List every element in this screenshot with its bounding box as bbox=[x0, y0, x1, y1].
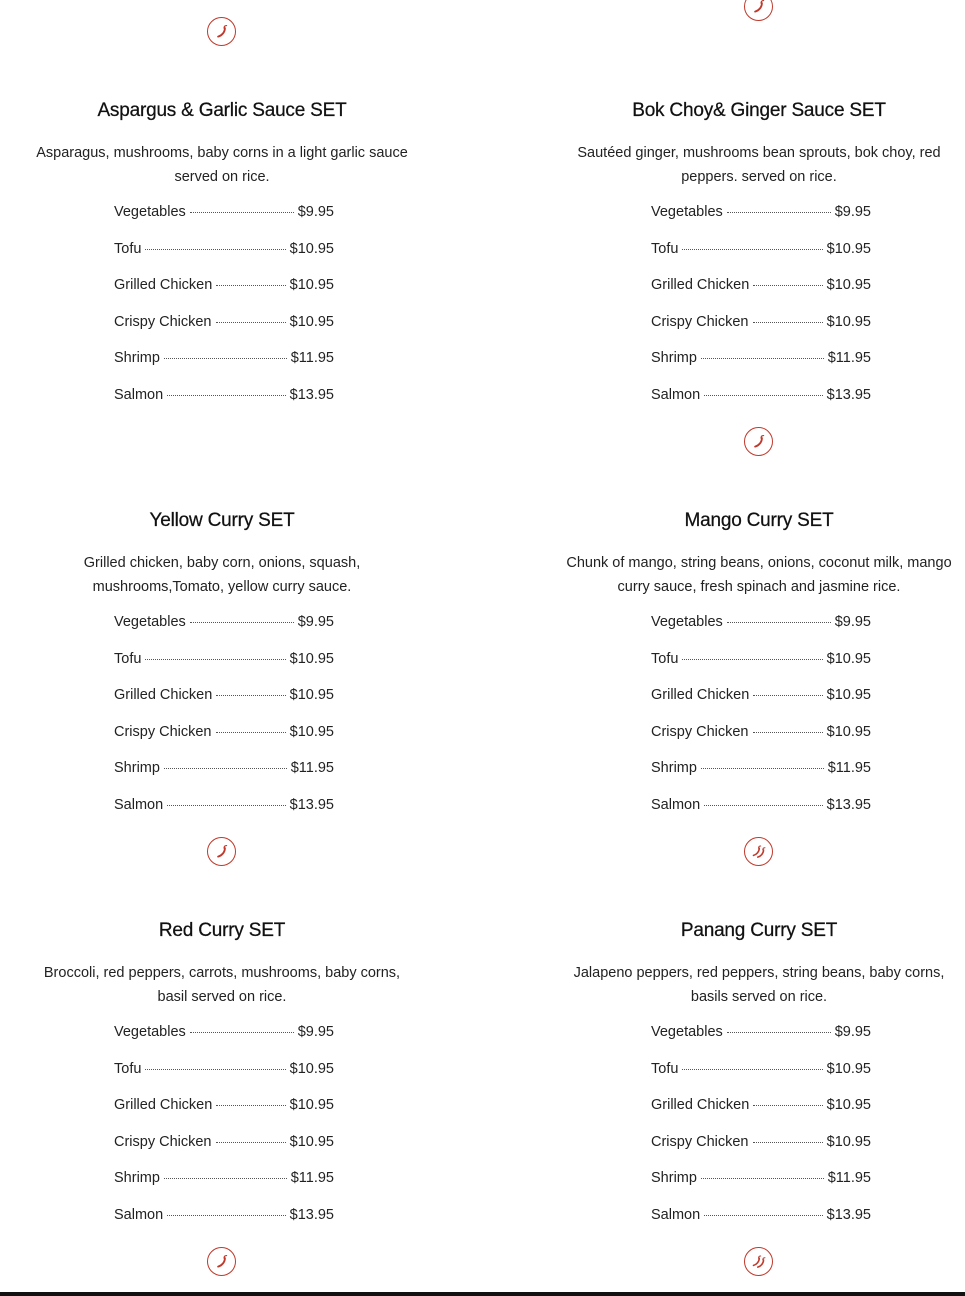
dot-leader bbox=[704, 395, 822, 396]
dot-leader bbox=[167, 395, 285, 396]
price-row bbox=[114, 1170, 334, 1190]
price-amount: $10.95 bbox=[289, 650, 334, 667]
menu-item-title: Aspargus & Garlic Sauce SET bbox=[97, 100, 347, 121]
price-amount: $10.95 bbox=[289, 687, 334, 703]
price-amount: $10.95 bbox=[826, 240, 871, 257]
price-option-name: Vegetables bbox=[114, 614, 186, 630]
menu-item-description: Grilled chicken, baby corn, onions, squash, mushrooms,Tomato, yellow curry sauce. bbox=[83, 555, 361, 595]
price-row bbox=[114, 614, 334, 634]
dot-leader bbox=[727, 622, 831, 623]
dot-leader bbox=[167, 805, 285, 806]
price-amount: $10.95 bbox=[826, 277, 871, 293]
menu-item-red-curry bbox=[22, 920, 422, 1223]
price-option-name: Crispy Chicken bbox=[651, 723, 749, 740]
dot-leader bbox=[704, 805, 822, 806]
price-option-name: Crispy Chicken bbox=[114, 1133, 212, 1150]
price-amount: $10.95 bbox=[289, 1097, 334, 1113]
spice-level-icon bbox=[744, 837, 773, 866]
price-row bbox=[651, 204, 871, 224]
price-row bbox=[114, 1134, 334, 1154]
chili-pepper-icon bbox=[213, 23, 230, 40]
menu-item-description: Asparagus, mushrooms, baby corns in a light garlic sauce served on rice. bbox=[36, 145, 408, 185]
price-row bbox=[651, 1061, 871, 1081]
price-option-name: Salmon bbox=[651, 796, 701, 813]
price-amount: $9.95 bbox=[834, 204, 871, 220]
menu-item-title: Panang Curry SET bbox=[680, 920, 838, 941]
price-option-name: Shrimp bbox=[114, 760, 160, 776]
menu-item-description: Broccoli, red peppers, carrots, mushrooms, baby corns, basil served on rice. bbox=[43, 965, 401, 1005]
dot-leader bbox=[682, 659, 822, 660]
price-option-name: Vegetables bbox=[651, 614, 723, 630]
price-option-name: Vegetables bbox=[651, 1024, 723, 1040]
price-row bbox=[651, 241, 871, 261]
price-row bbox=[114, 797, 334, 817]
price-option-name: Grilled Chicken bbox=[651, 1097, 750, 1113]
price-option-name: Crispy Chicken bbox=[651, 313, 749, 330]
spice-level-icon bbox=[744, 1247, 773, 1276]
price-row bbox=[651, 797, 871, 817]
price-row bbox=[114, 241, 334, 261]
price-option-name: Vegetables bbox=[114, 204, 186, 220]
price-row bbox=[651, 314, 871, 334]
price-amount: $10.95 bbox=[826, 1060, 871, 1077]
price-amount: $10.95 bbox=[826, 650, 871, 667]
price-amount: $10.95 bbox=[826, 1133, 871, 1150]
dot-leader bbox=[753, 322, 823, 323]
dot-leader bbox=[190, 622, 294, 623]
price-option-name: Tofu bbox=[651, 1060, 679, 1077]
price-amount: $13.95 bbox=[289, 1206, 334, 1223]
menu-item-bok-choy-ginger bbox=[559, 100, 959, 403]
menu-item-aspargus-garlic bbox=[22, 100, 422, 403]
price-row bbox=[114, 350, 334, 370]
spice-level-icon bbox=[207, 837, 236, 866]
price-row bbox=[114, 687, 334, 707]
price-option-name: Tofu bbox=[114, 240, 142, 257]
menu-item-title: Bok Choy& Ginger Sauce SET bbox=[632, 100, 886, 121]
dot-leader bbox=[167, 1215, 285, 1216]
menu-item-title: Mango Curry SET bbox=[684, 510, 834, 531]
dot-leader bbox=[190, 1032, 294, 1033]
price-amount: $13.95 bbox=[289, 796, 334, 813]
price-row bbox=[651, 1097, 871, 1117]
price-amount: $13.95 bbox=[826, 1206, 871, 1223]
price-row bbox=[651, 724, 871, 744]
price-amount: $9.95 bbox=[297, 1024, 334, 1040]
price-amount: $10.95 bbox=[826, 687, 871, 703]
price-amount: $11.95 bbox=[827, 1170, 871, 1186]
price-option-name: Vegetables bbox=[651, 204, 723, 220]
menu-item-title: Red Curry SET bbox=[158, 920, 286, 941]
dot-leader bbox=[704, 1215, 822, 1216]
price-amount: $9.95 bbox=[834, 614, 871, 630]
spice-level-icon bbox=[744, 427, 773, 456]
price-option-name: Grilled Chicken bbox=[114, 1097, 213, 1113]
menu-item-panang-curry bbox=[559, 920, 959, 1223]
chili-pepper-icon bbox=[750, 433, 767, 450]
price-option-name: Grilled Chicken bbox=[114, 277, 213, 293]
chili-pepper-icon bbox=[750, 843, 767, 860]
price-option-name: Grilled Chicken bbox=[651, 687, 750, 703]
dot-leader bbox=[164, 1178, 287, 1179]
price-amount: $10.95 bbox=[289, 313, 334, 330]
dot-leader bbox=[701, 1178, 824, 1179]
menu-item-description: Jalapeno peppers, red peppers, string beans, baby corns, basils served on rice. bbox=[573, 965, 945, 1005]
dot-leader bbox=[145, 249, 285, 250]
price-option-name: Salmon bbox=[651, 386, 701, 403]
dot-leader bbox=[753, 732, 823, 733]
price-amount: $10.95 bbox=[289, 277, 334, 293]
price-option-name: Grilled Chicken bbox=[651, 277, 750, 293]
price-row bbox=[114, 724, 334, 744]
dot-leader bbox=[216, 322, 286, 323]
dot-leader bbox=[145, 1069, 285, 1070]
price-option-name: Tofu bbox=[114, 1060, 142, 1077]
price-row bbox=[114, 387, 334, 407]
price-option-name: Crispy Chicken bbox=[114, 723, 212, 740]
price-option-name: Shrimp bbox=[651, 760, 697, 776]
price-option-name: Shrimp bbox=[651, 350, 697, 366]
price-amount: $11.95 bbox=[290, 350, 334, 366]
price-row bbox=[651, 387, 871, 407]
dot-leader bbox=[216, 1105, 285, 1106]
price-amount: $13.95 bbox=[826, 386, 871, 403]
dot-leader bbox=[216, 285, 285, 286]
price-option-name: Salmon bbox=[114, 1206, 164, 1223]
price-amount: $13.95 bbox=[289, 386, 334, 403]
dot-leader bbox=[164, 768, 287, 769]
price-option-name: Shrimp bbox=[651, 1170, 697, 1186]
price-row bbox=[651, 1134, 871, 1154]
price-amount: $11.95 bbox=[290, 760, 334, 776]
menu-item-mango-curry bbox=[559, 510, 959, 813]
dot-leader bbox=[216, 1142, 286, 1143]
spice-level-icon bbox=[207, 17, 236, 46]
price-option-name: Tofu bbox=[651, 240, 679, 257]
price-amount: $9.95 bbox=[297, 204, 334, 220]
spice-level-icon bbox=[744, 0, 773, 21]
chili-pepper-icon bbox=[213, 1253, 230, 1270]
dot-leader bbox=[701, 358, 824, 359]
menu-item-description: Sautéed ginger, mushrooms bean sprouts, bok choy, red peppers. served on rice. bbox=[577, 145, 941, 185]
dot-leader bbox=[216, 732, 286, 733]
chili-pepper-icon bbox=[750, 1253, 767, 1270]
price-amount: $10.95 bbox=[289, 1133, 334, 1150]
spice-level-icon bbox=[207, 1247, 236, 1276]
dot-leader bbox=[682, 1069, 822, 1070]
price-row bbox=[114, 1061, 334, 1081]
dot-leader bbox=[682, 249, 822, 250]
price-row bbox=[114, 204, 334, 224]
dot-leader bbox=[216, 695, 285, 696]
price-row bbox=[651, 687, 871, 707]
dot-leader bbox=[753, 1105, 822, 1106]
dot-leader bbox=[145, 659, 285, 660]
price-row bbox=[651, 760, 871, 780]
price-row bbox=[114, 1024, 334, 1044]
dot-leader bbox=[727, 1032, 831, 1033]
dot-leader bbox=[164, 358, 287, 359]
price-row bbox=[114, 1097, 334, 1117]
price-amount: $9.95 bbox=[297, 614, 334, 630]
chili-pepper-icon bbox=[213, 843, 230, 860]
price-amount: $10.95 bbox=[826, 1097, 871, 1113]
dot-leader bbox=[727, 212, 831, 213]
price-amount: $13.95 bbox=[826, 796, 871, 813]
price-amount: $9.95 bbox=[834, 1024, 871, 1040]
price-amount: $11.95 bbox=[290, 1170, 334, 1186]
price-row bbox=[114, 1207, 334, 1227]
price-option-name: Salmon bbox=[114, 796, 164, 813]
menu-item-yellow-curry bbox=[22, 510, 422, 813]
dot-leader bbox=[701, 768, 824, 769]
price-option-name: Crispy Chicken bbox=[651, 1133, 749, 1150]
price-option-name: Tofu bbox=[114, 650, 142, 667]
price-amount: $10.95 bbox=[289, 240, 334, 257]
price-option-name: Crispy Chicken bbox=[114, 313, 212, 330]
chili-pepper-icon bbox=[750, 0, 767, 15]
price-row bbox=[651, 1024, 871, 1044]
price-amount: $10.95 bbox=[289, 723, 334, 740]
dot-leader bbox=[190, 212, 294, 213]
dot-leader bbox=[753, 1142, 823, 1143]
menu-item-title: Yellow Curry SET bbox=[149, 510, 295, 531]
price-option-name: Vegetables bbox=[114, 1024, 186, 1040]
price-amount: $10.95 bbox=[289, 1060, 334, 1077]
price-row bbox=[651, 651, 871, 671]
price-amount: $11.95 bbox=[827, 760, 871, 776]
price-option-name: Salmon bbox=[651, 1206, 701, 1223]
price-amount: $10.95 bbox=[826, 313, 871, 330]
price-option-name: Grilled Chicken bbox=[114, 687, 213, 703]
price-option-name: Tofu bbox=[651, 650, 679, 667]
price-option-name: Shrimp bbox=[114, 350, 160, 366]
price-row bbox=[114, 314, 334, 334]
price-row bbox=[651, 1207, 871, 1227]
dot-leader bbox=[753, 285, 822, 286]
price-amount: $11.95 bbox=[827, 350, 871, 366]
price-row bbox=[114, 651, 334, 671]
price-row bbox=[651, 277, 871, 297]
price-option-name: Shrimp bbox=[114, 1170, 160, 1186]
dot-leader bbox=[753, 695, 822, 696]
price-row bbox=[114, 277, 334, 297]
price-amount: $10.95 bbox=[826, 723, 871, 740]
price-option-name: Salmon bbox=[114, 386, 164, 403]
price-row bbox=[651, 614, 871, 634]
menu-item-description: Chunk of mango, string beans, onions, coconut milk, mango curry sauce, fresh spinach and jasmine rice. bbox=[566, 555, 952, 595]
page-bottom-divider bbox=[0, 1292, 965, 1296]
price-row bbox=[651, 1170, 871, 1190]
price-row bbox=[651, 350, 871, 370]
price-row bbox=[114, 760, 334, 780]
